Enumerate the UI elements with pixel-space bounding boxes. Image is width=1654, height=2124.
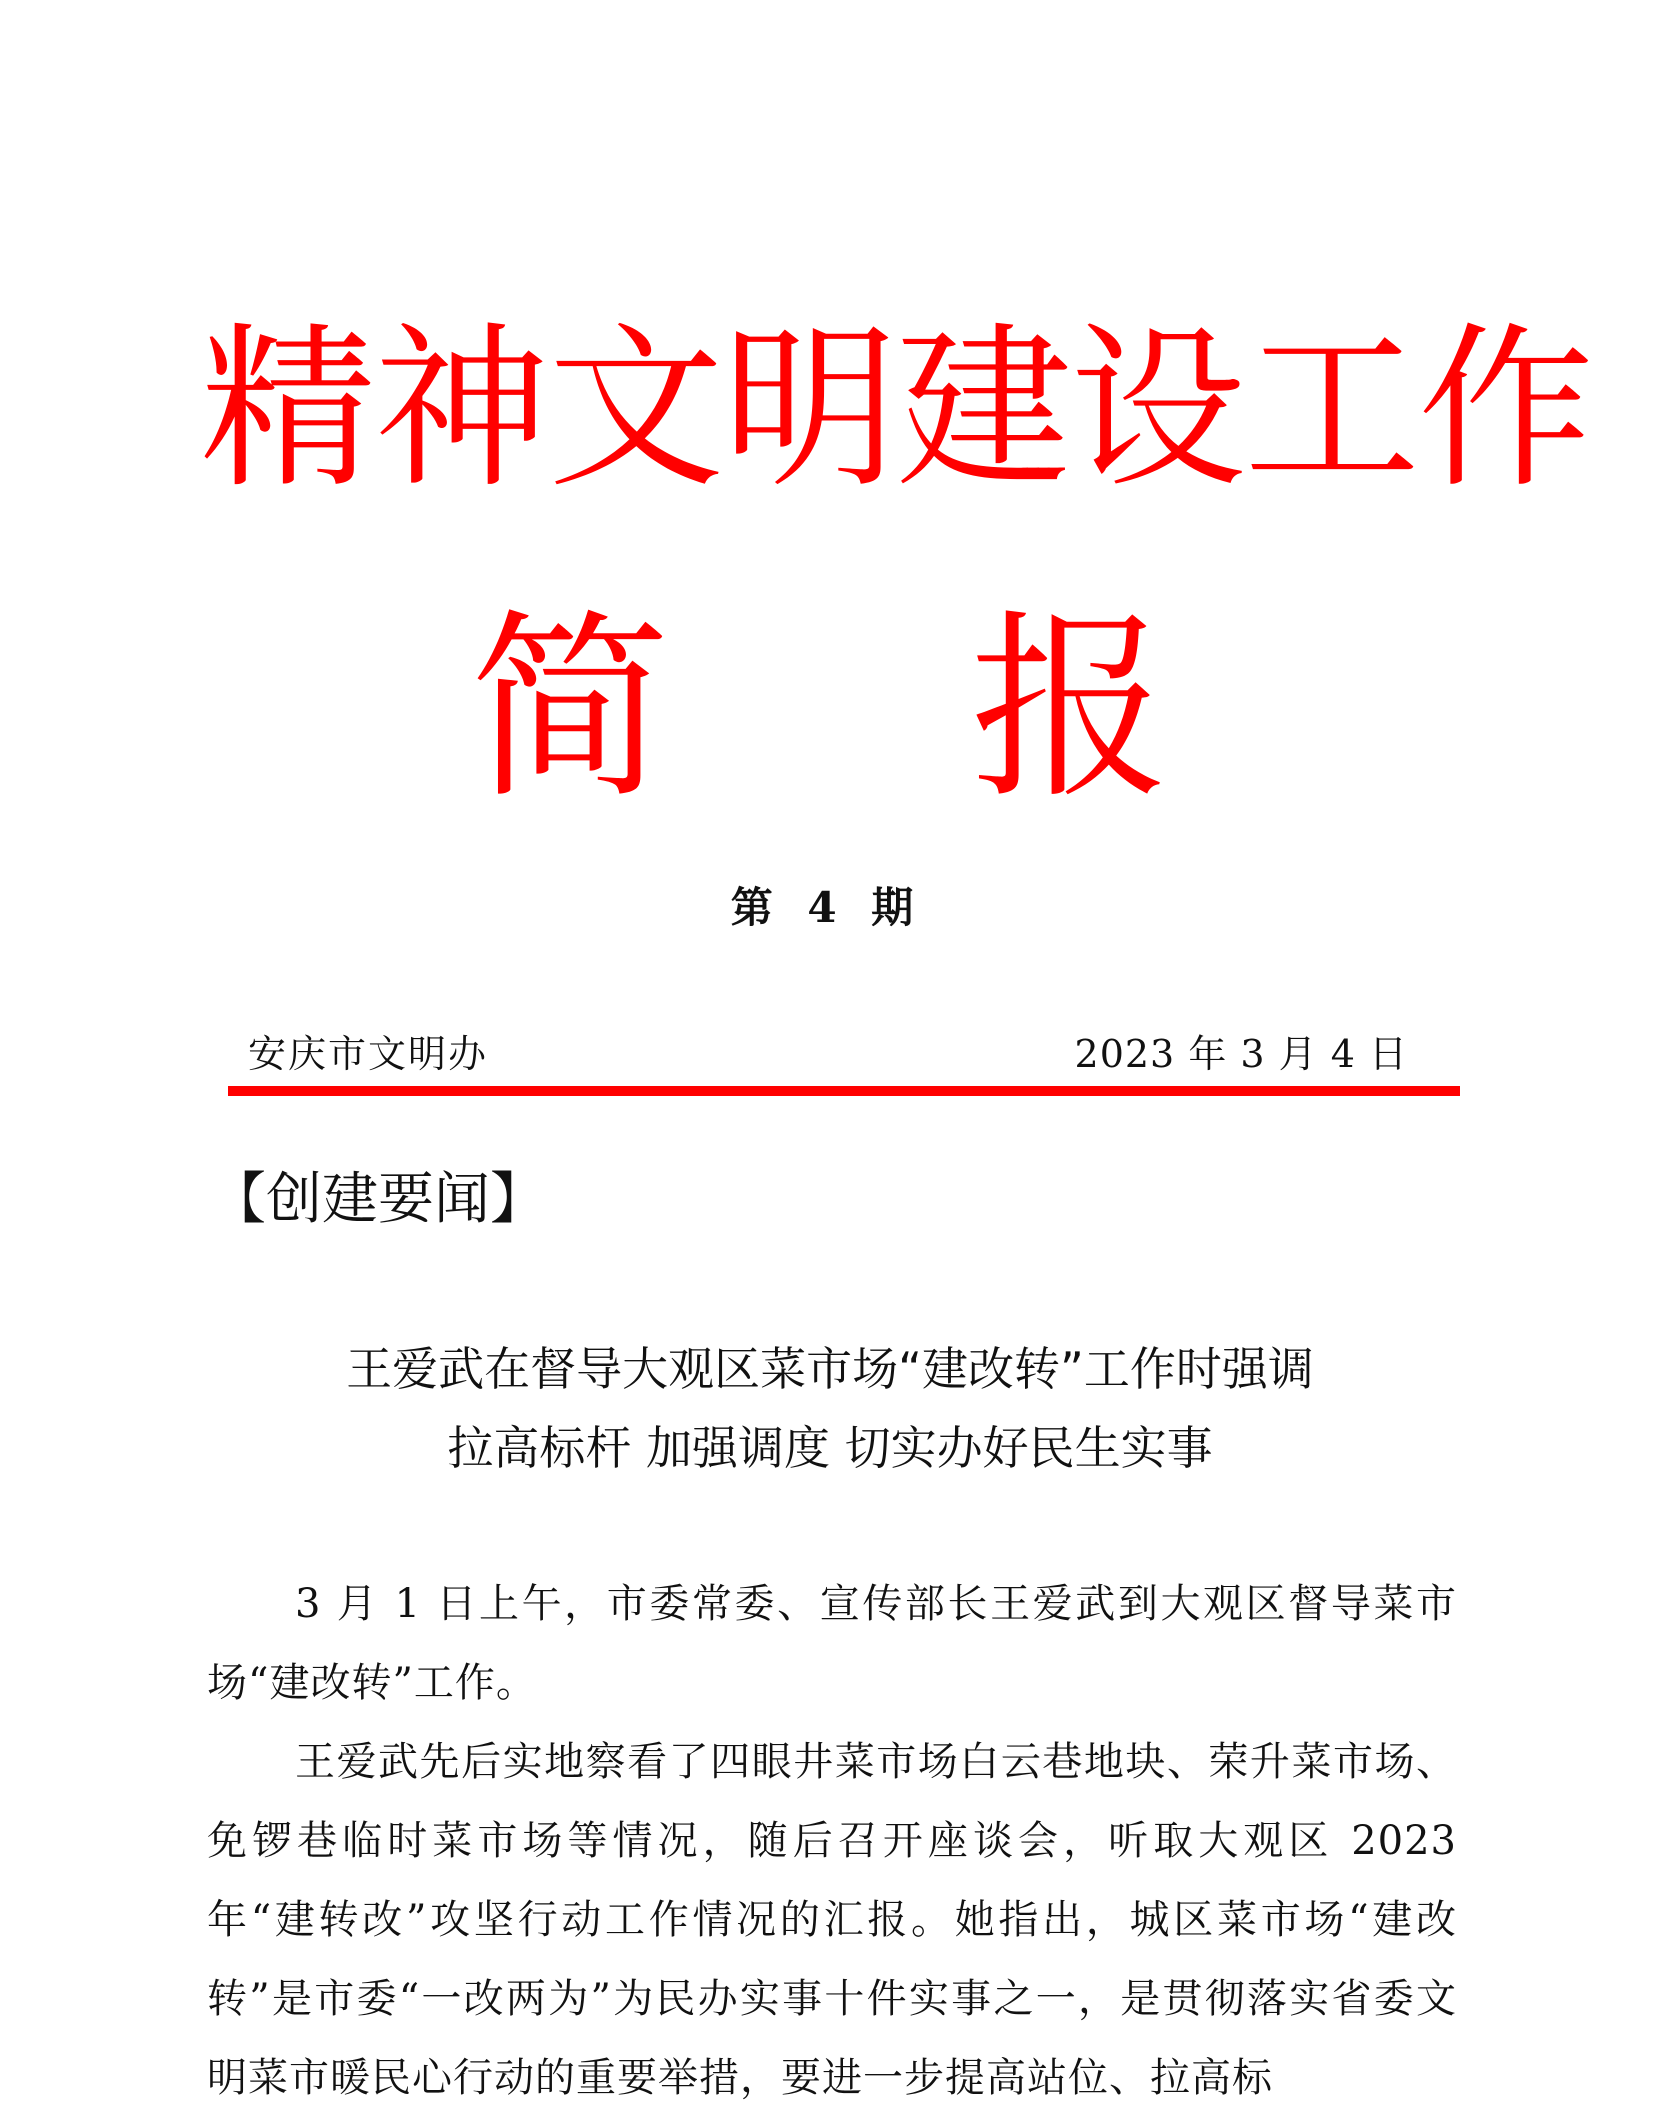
article-paragraph: 王爱武先后实地察看了四眼井菜市场白云巷地块、荣升菜市场、免锣巷临时菜市场等情况，随后召开座谈会，听取大观区 2023 年“建转改”攻坚行动工作情况的汇报。她指出，城区菜市场“建改转”是市委“一改两为”为民办实事十件实事之一，是贯彻落实省委文明菜市暖民心行动的重要举措，要进一步提高站位、拉高标 <box>207 1739 1457 2101</box>
article-headline-line-2: 拉高标杆 加强调度 切实办好民生实事 <box>447 1421 1213 1475</box>
article-paragraph: 3 月 1 日上午，市委常委、宣传部长王爱武到大观区督导菜市场“建改转”工作。 <box>207 1581 1457 1706</box>
article-body <box>207 1565 1457 2118</box>
masthead-subtitle-char-2: 报 <box>970 593 1171 826</box>
red-divider <box>228 1086 1460 1096</box>
issue-date: 2023 年 3 月 4 日 <box>1074 1032 1408 1076</box>
masthead-subtitle <box>470 593 1210 826</box>
masthead-subtitle-char-1: 简 <box>470 593 671 826</box>
section-heading: 【创建要闻】 <box>210 1167 546 1232</box>
article-headline-line-1: 王爱武在督导大观区菜市场“建改转”工作时强调 <box>346 1342 1314 1396</box>
issuer: 安庆市文明办 <box>248 1032 489 1076</box>
masthead-title: 精神文明建设工作 <box>200 307 1593 512</box>
issue-number: 第 4 期 <box>730 883 924 932</box>
